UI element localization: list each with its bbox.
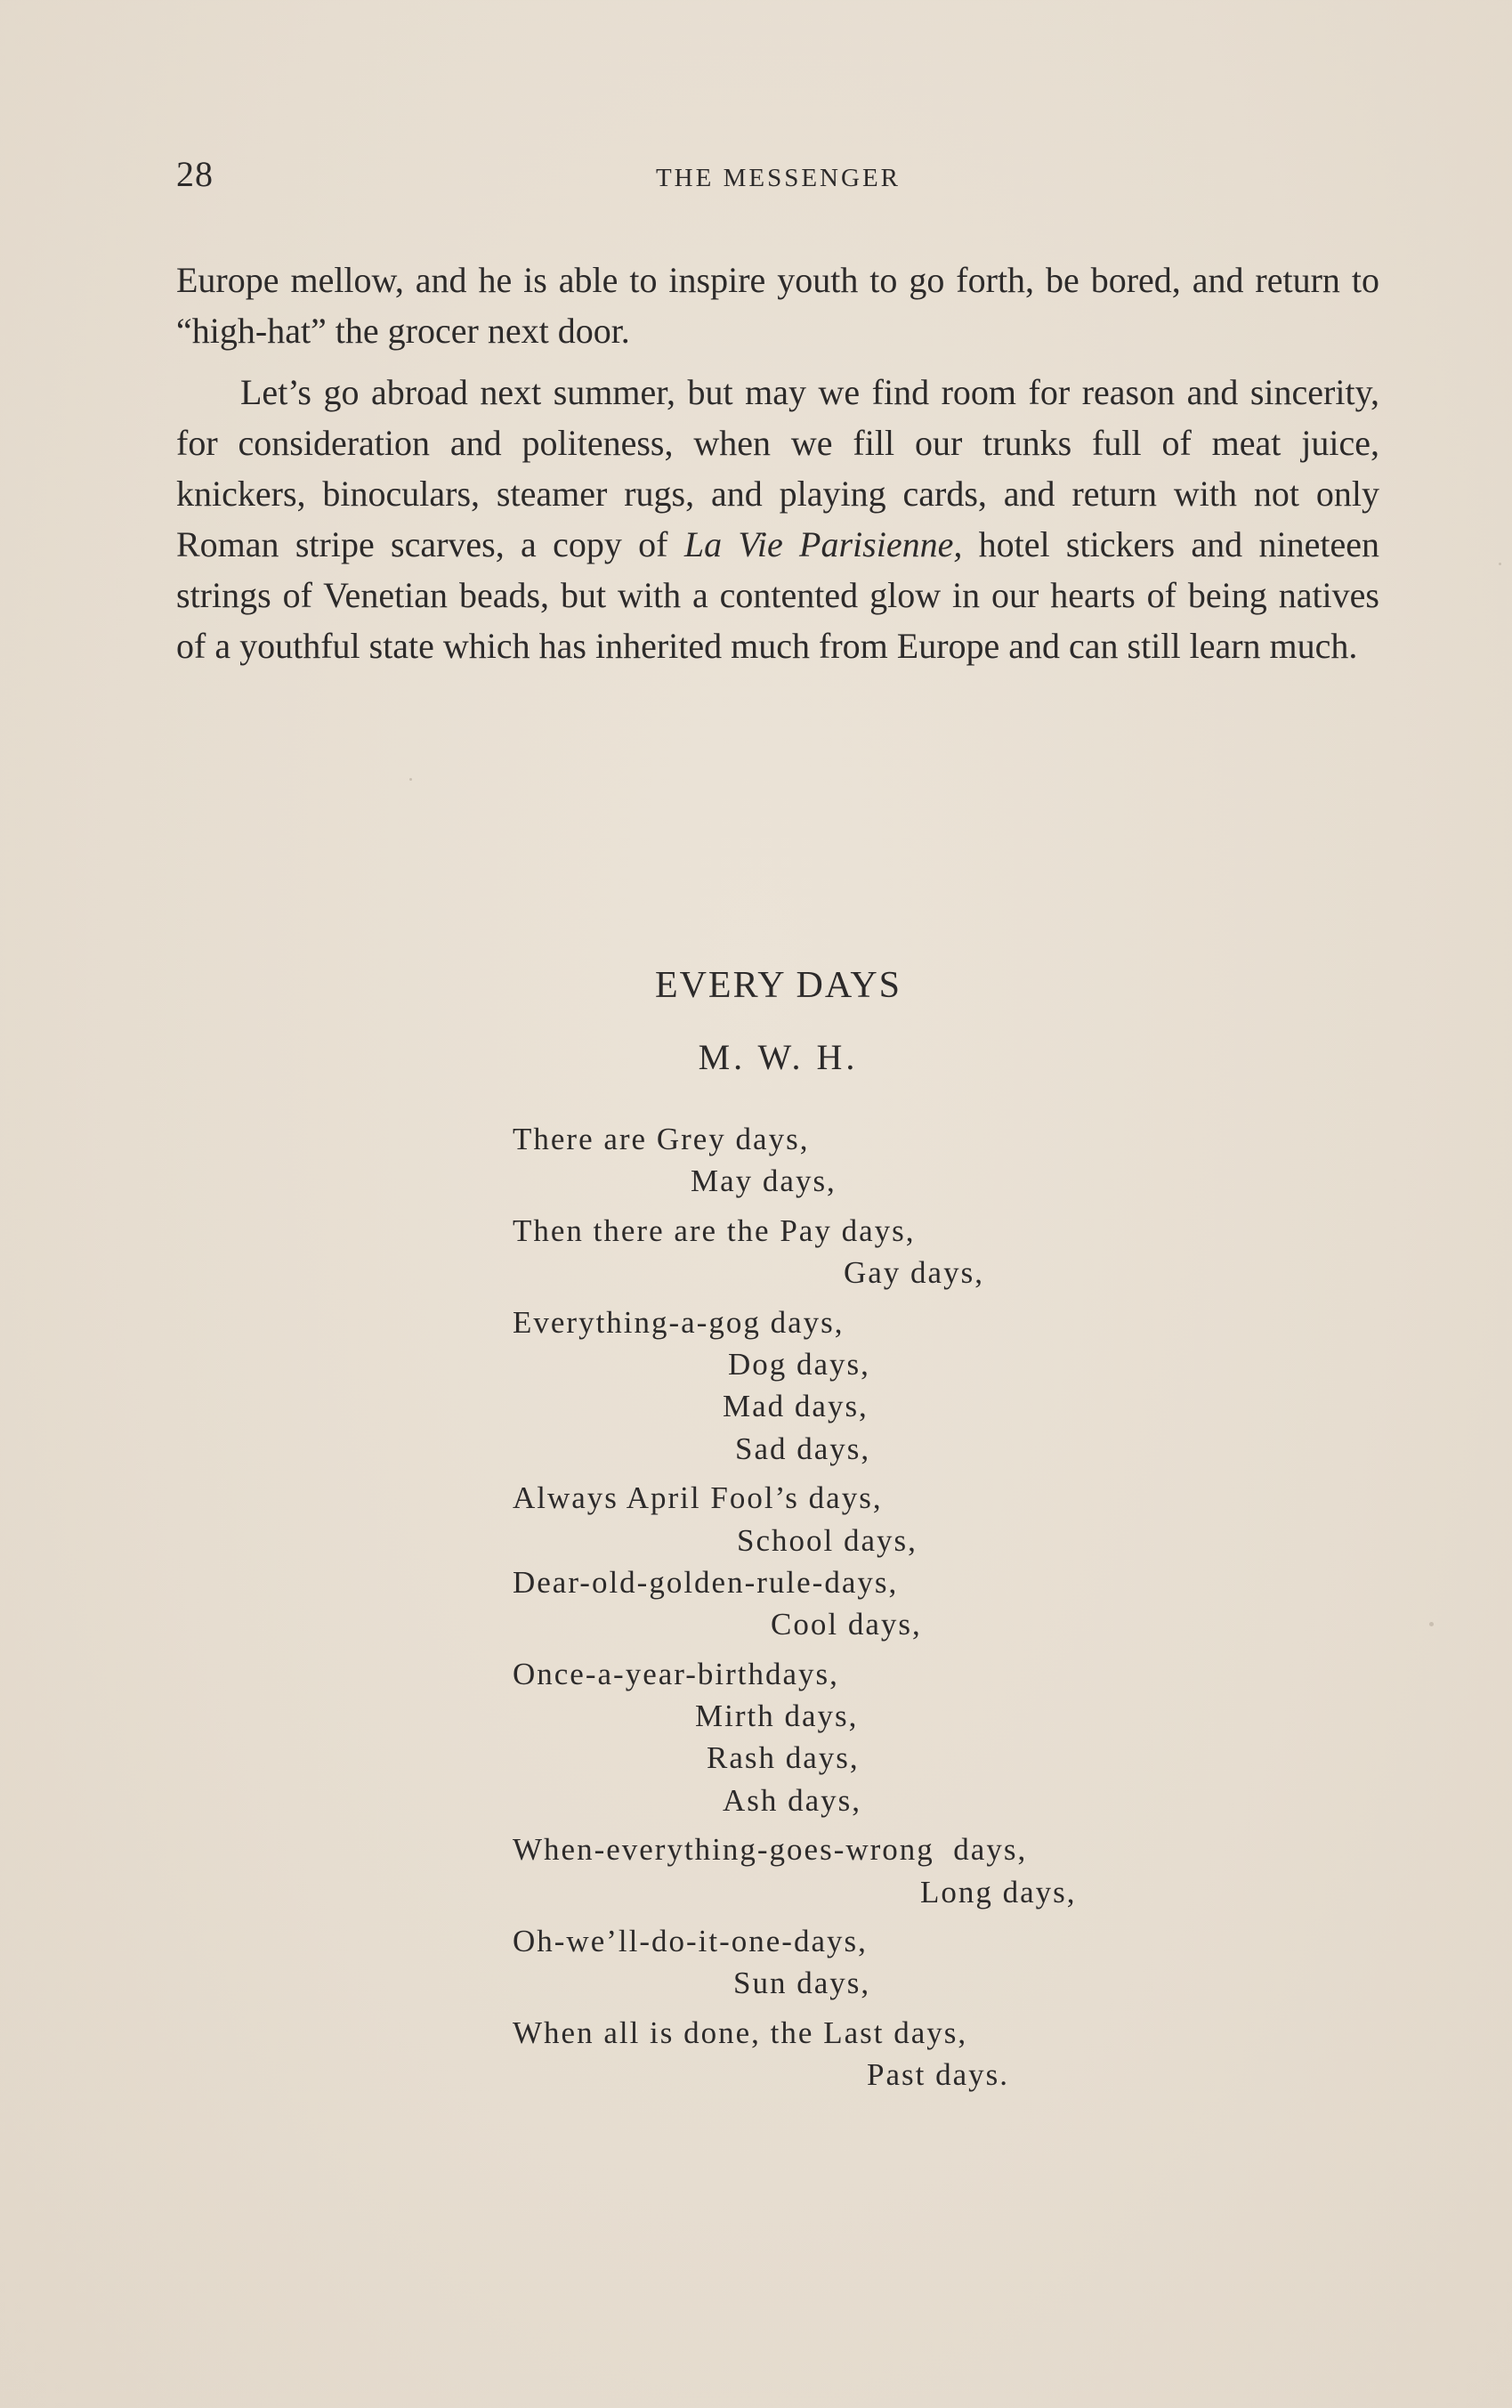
poem-line: Sad days, — [735, 1431, 871, 1466]
stanza — [513, 2012, 1077, 2096]
stanza — [513, 1118, 1077, 1203]
poem-line: Always April Fool’s days, — [513, 1480, 883, 1516]
paper-speck — [409, 778, 412, 781]
poem-line: Ash days, — [723, 1782, 862, 1818]
poem-line: Mirth days, — [695, 1699, 859, 1734]
poem-body — [513, 1118, 1077, 2104]
paper-speck — [1499, 563, 1501, 565]
poem-line: Dear-old-golden-rule-days, — [513, 1564, 899, 1600]
poem-line: Sun days, — [733, 1966, 871, 2001]
stanza — [513, 1210, 1077, 1294]
poem-line: When all is done, the Last days, — [513, 2015, 968, 2050]
poem-line: Dog days, — [728, 1346, 870, 1382]
paragraph-1: Europe mellow, and he is able to inspire youth to go forth, be bored, and return to “high-hat” the grocer next door. — [176, 260, 1379, 351]
stanza — [513, 1828, 1077, 1913]
poem-line: Mad days, — [723, 1389, 869, 1424]
running-head: THE MESSENGER — [655, 164, 902, 192]
poem-line: May days, — [691, 1163, 837, 1199]
poem-line: Past days. — [867, 2057, 1009, 2093]
poem-line: When-everything-goes-wrong days, — [513, 1832, 1028, 1868]
paragraph-2 — [176, 367, 1379, 671]
poem-line: School days, — [737, 1522, 918, 1558]
poem-title: EVERY DAYS — [654, 965, 902, 1006]
poem-line: Long days, — [920, 1874, 1077, 1909]
page-number: 28 — [176, 154, 214, 194]
publication-title: La Vie Parisienne, — [683, 524, 963, 564]
paper-speck — [1429, 1622, 1434, 1626]
paragraph-2-part-2: hotel stickers and nineteen strings of Venetian beads, but with a contented glow in our hearts of being natives of a youthful state which has inherited much from Europe and can still learn much. — [176, 524, 1379, 666]
poem-author: M. W. H. — [698, 1037, 859, 1077]
poem-line: Once-a-year-birthdays, — [513, 1656, 839, 1691]
poem-line: Rash days, — [707, 1740, 860, 1776]
stanza — [513, 1920, 1077, 2005]
poem-line: Cool days, — [771, 1607, 922, 1642]
stanza — [513, 1301, 1077, 1471]
stanza — [513, 1653, 1077, 1822]
prose-text — [176, 255, 1379, 671]
poem-line: Oh-we’ll-do-it-one-days, — [513, 1924, 868, 1959]
stanza — [513, 1477, 1077, 1646]
paragraph-2-part-1: Let’s go abroad next summer, but may we find room for reason and sincerity, for consideration and politeness, when we fill our trunks full of meat juice, knickers, binoculars, steamer rugs, and playing cards, and return with not only Roman stripe scarves, a copy of — [176, 372, 1379, 564]
poem-line: There are Grey days, — [513, 1122, 810, 1156]
poem-line: Then there are the Pay days, — [513, 1212, 916, 1248]
poem-line: Gay days, — [844, 1255, 984, 1291]
poem-line: Everything-a-gog days, — [513, 1304, 845, 1340]
